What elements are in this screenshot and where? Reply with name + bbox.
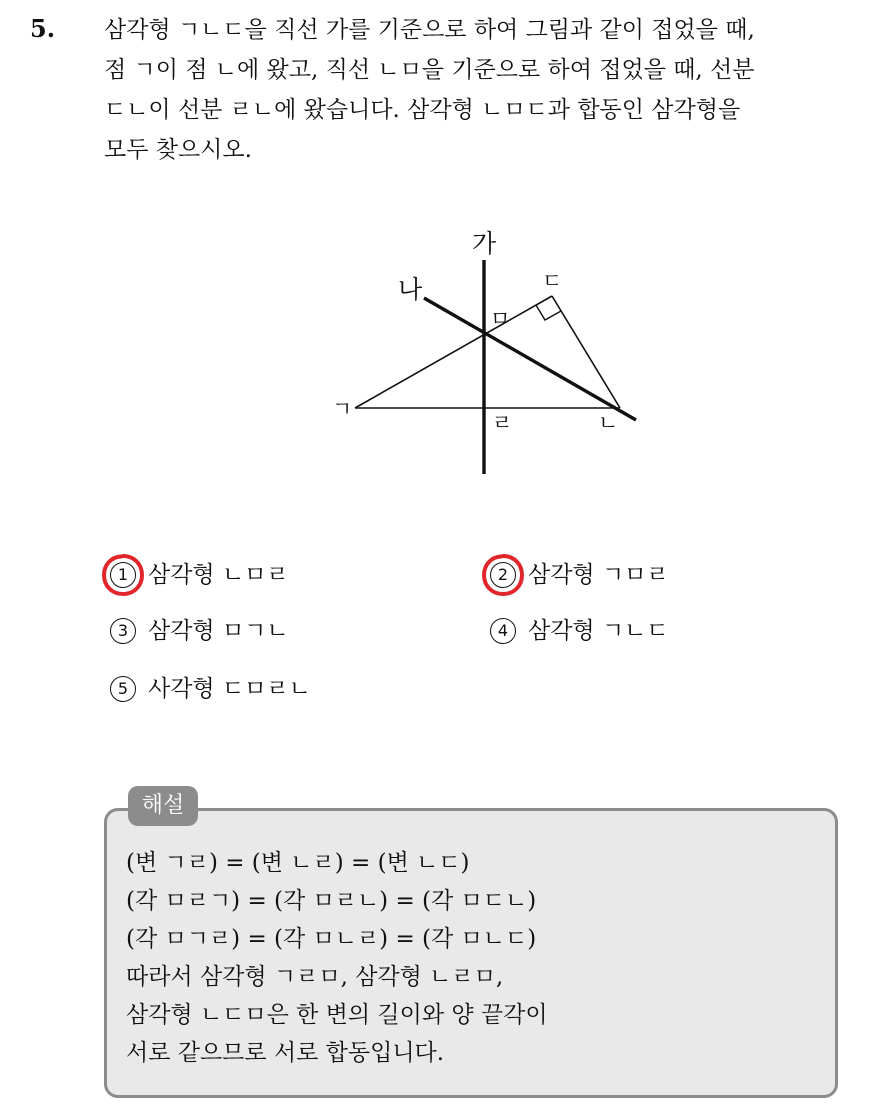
choice-1[interactable] xyxy=(108,560,289,590)
explanation-line: (각 ㅁㄱㄹ) = (각 ㅁㄴㄹ) = (각 ㅁㄴㄷ) xyxy=(126,926,537,952)
question-line: ㄷㄴ이 선분 ㄹㄴ에 왔습니다. 삼각형 ㄴㅁㄷ과 합동인 삼각형을 xyxy=(104,97,741,123)
label-dieut: ㄷ xyxy=(542,269,563,293)
label-mieum: ㅁ xyxy=(490,307,511,331)
label-giyeok: ㄱ xyxy=(332,397,353,421)
choice-number-mark: 1 xyxy=(108,560,138,590)
triangle-fold-figure xyxy=(320,222,660,482)
label-rieul: ㄹ xyxy=(492,411,513,435)
right-angle-mark xyxy=(536,305,561,320)
label-na: 나 xyxy=(398,275,423,304)
explanation-line: 따라서 삼각형 ㄱㄹㅁ, 삼각형 ㄴㄹㅁ, xyxy=(126,964,504,990)
explanation-line: 서로 같으므로 서로 합동입니다. xyxy=(126,1040,445,1066)
explanation-line: 삼각형 ㄴㄷㅁ은 한 변의 길이와 양 끝각이 xyxy=(126,1002,548,1028)
question-line: 점 ㄱ이 점 ㄴ에 왔고, 직선 ㄴㅁ을 기준으로 하여 접었을 때, 선분 xyxy=(104,57,755,83)
question-text xyxy=(104,10,864,170)
segment-giyeok-dieut xyxy=(355,296,552,408)
choice-3[interactable] xyxy=(108,616,289,646)
line-na xyxy=(424,298,636,420)
choice-5[interactable] xyxy=(108,674,311,704)
explanation-tab: 해설 xyxy=(128,786,198,826)
choice-text: 삼각형 ㄱㄴㄷ xyxy=(528,618,669,644)
choice-text: 사각형 ㄷㅁㄹㄴ xyxy=(148,676,311,702)
choice-number-mark: 2 xyxy=(488,560,518,590)
choice-text: 삼각형 ㄴㅁㄹ xyxy=(148,562,289,588)
choice-number-mark: 3 xyxy=(108,616,138,646)
question-line: 삼각형 ㄱㄴㄷ을 직선 가를 기준으로 하여 그림과 같이 접었을 때, xyxy=(104,17,755,43)
choice-4[interactable] xyxy=(488,616,669,646)
choice-text: 삼각형 ㄱㅁㄹ xyxy=(528,562,669,588)
explanation-text xyxy=(126,844,548,1072)
explanation-line: (변 ㄱㄹ) = (변 ㄴㄹ) = (변 ㄴㄷ) xyxy=(126,850,470,876)
question-number: 5. xyxy=(30,14,56,43)
explanation-line: (각 ㅁㄹㄱ) = (각 ㅁㄹㄴ) = (각 ㅁㄷㄴ) xyxy=(126,888,537,914)
choice-number-mark: 5 xyxy=(108,674,138,704)
choice-number-mark: 4 xyxy=(488,616,518,646)
label-nieun: ㄴ xyxy=(598,411,619,435)
choice-text: 삼각형 ㅁㄱㄴ xyxy=(148,618,289,644)
label-ga: 가 xyxy=(472,229,497,258)
choice-2[interactable] xyxy=(488,560,669,590)
question-line: 모두 찾으시오. xyxy=(104,137,252,163)
